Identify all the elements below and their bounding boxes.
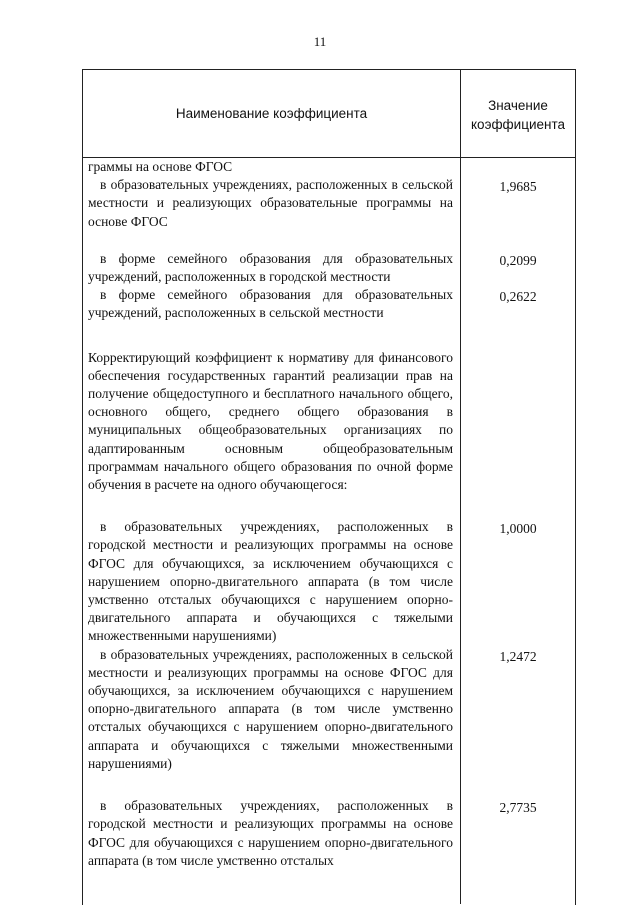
- row-value: 0,2622: [499, 289, 537, 305]
- table-header: [83, 70, 575, 158]
- row-value: 1,2472: [499, 648, 537, 664]
- row-name: в образовательных учреждениях, расположенных в сельской местности и реализующих программы на основе ФГОС для обучающихся, за исключением обучающихся с нарушением опорно-двигательного аппарата (в том числе умственно отсталых обучающихся с нарушением опорно-двигательного аппарата и обучающихся с тяжелыми множественными нарушениями): [88, 646, 453, 771]
- table-row: [83, 176, 575, 231]
- row-value: 2,7735: [499, 800, 537, 816]
- page-number: 11: [313, 34, 327, 49]
- row-value: 1,0000: [499, 521, 537, 537]
- table-body: [83, 158, 575, 904]
- table-row: [83, 797, 575, 870]
- table-row: [83, 518, 575, 645]
- row-name: в форме семейного образования для образовательных учреждений, расположенных в городской местности: [88, 250, 453, 285]
- table-row: [83, 646, 575, 773]
- table-row: [83, 349, 575, 495]
- table-row: [83, 286, 575, 322]
- table-row: [83, 158, 575, 176]
- row-value: [461, 349, 575, 495]
- row-name: Корректирующий коэффициент к нормативу для финансового обеспечения государственных гарантий реализации прав на получение общедоступного и бесплатного начального общего, основного общего, среднего общего образования в муниципальных общеобразовательных организациях по адаптированным основным общеобразовательным программам начального общего образования по очной форме обучения в расчете на одного обучающегося:: [88, 349, 453, 493]
- header-coefficient-name: Наименование коэффициента: [83, 70, 461, 157]
- row-value: 1,9685: [499, 179, 537, 195]
- row-name: в образовательных учреждениях, расположенных в сельской местности и реализующих образовательные программы на основе ФГОС: [88, 177, 453, 229]
- row-value: 0,2099: [499, 252, 537, 268]
- coefficient-table: [82, 69, 576, 905]
- column-divider: [460, 158, 461, 904]
- header-coefficient-value: [461, 70, 575, 157]
- row-name: в образовательных учреждениях, расположенных в городской местности и реализующих программы на основе ФГОС для обучающихся с нарушением опорно-двигательного аппарата (в том числе умственно отсталых: [88, 798, 453, 868]
- row-name: в образовательных учреждениях, расположенных в городской местности и реализующих программы на основе ФГОС для обучающихся, за исключением обучающихся с нарушением опорно-двигательного аппарата (в том числе умственно отсталых обучающихся с нарушением опорно-двигательного аппарата и обучающихся с тяжелыми множественными нарушениями): [88, 519, 453, 644]
- header-value-line1: Значение: [488, 98, 548, 113]
- continuation-text: граммы на основе ФГОС: [88, 159, 233, 174]
- table-row: [83, 250, 575, 286]
- row-name: в форме семейного образования для образовательных учреждений, расположенных в сельской местности: [88, 287, 453, 321]
- header-value-line2: коэффициента: [471, 117, 565, 132]
